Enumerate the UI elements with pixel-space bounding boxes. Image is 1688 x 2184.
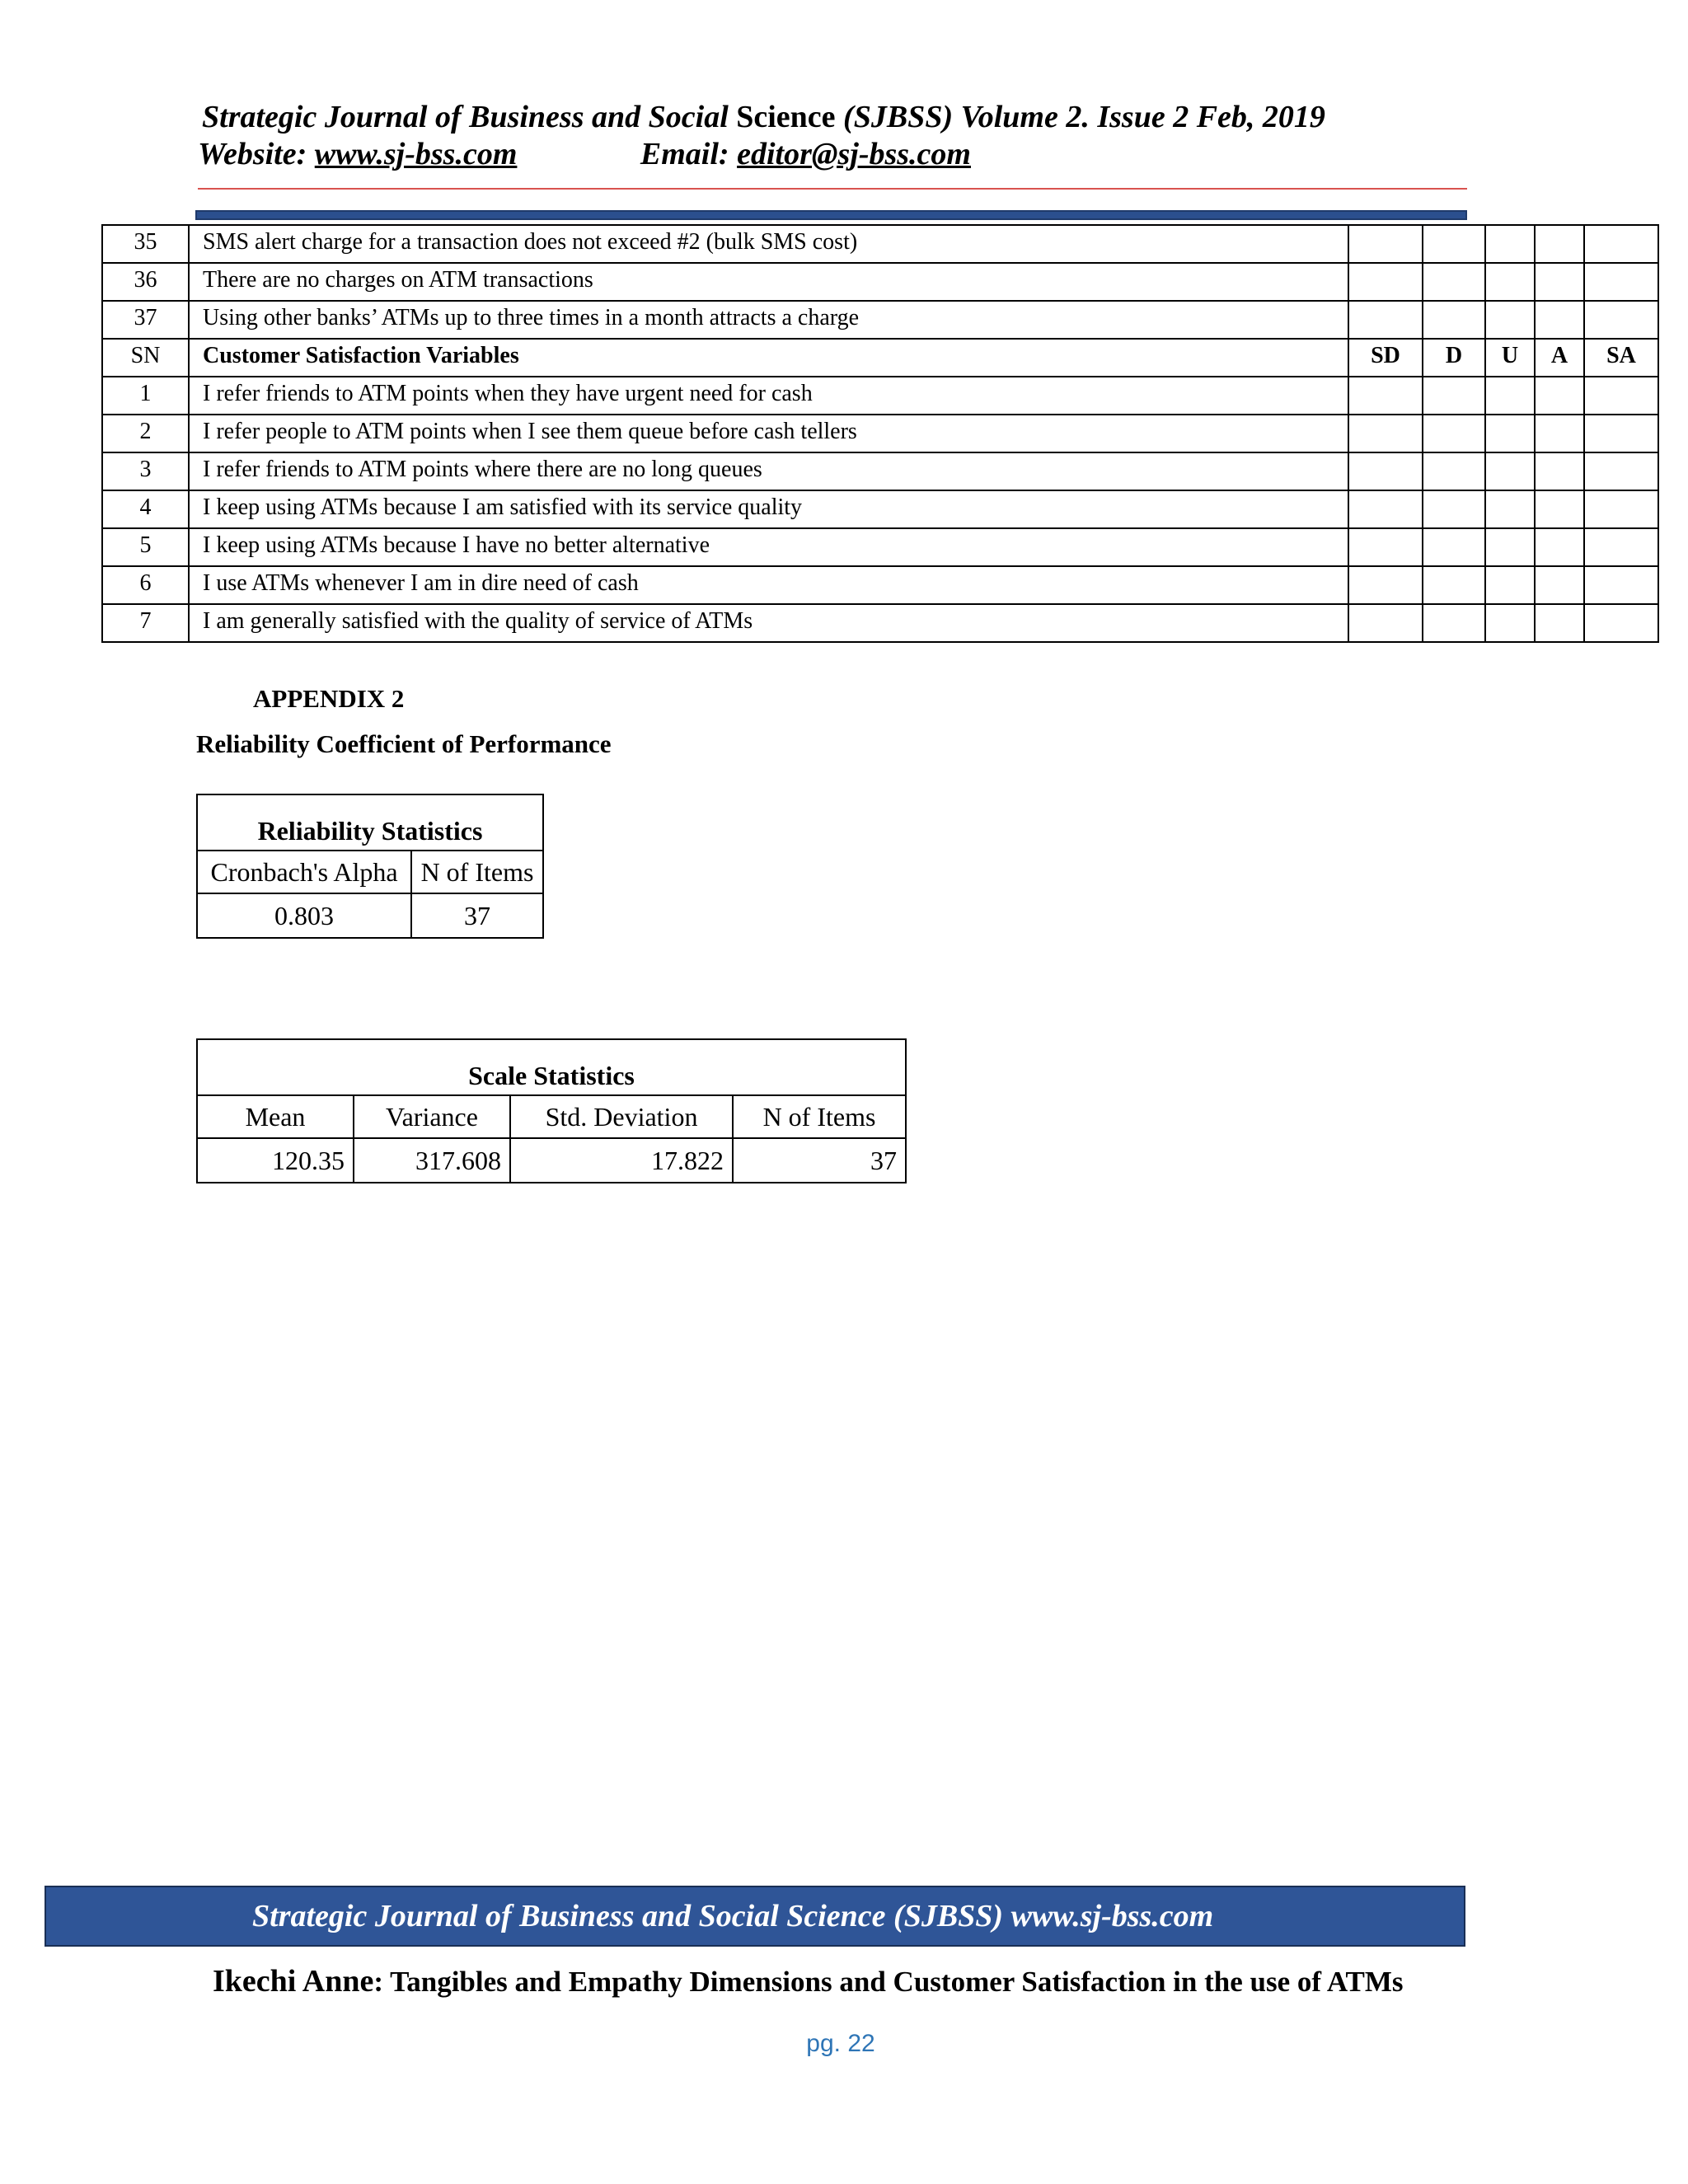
response-cell[interactable] <box>1423 301 1485 339</box>
response-cell[interactable] <box>1348 225 1423 263</box>
response-cell[interactable] <box>1348 263 1423 301</box>
response-cell[interactable] <box>1584 225 1658 263</box>
table-row <box>102 263 1658 301</box>
response-cell[interactable] <box>1535 604 1584 642</box>
response-cell[interactable] <box>1485 377 1535 415</box>
item-number: 37 <box>102 301 189 339</box>
response-cell[interactable] <box>1485 490 1535 528</box>
n-items-value: 37 <box>733 1138 906 1183</box>
response-cell[interactable] <box>1535 377 1584 415</box>
item-statement: I keep using ATMs because I am satisfied with its service quality <box>189 490 1348 528</box>
response-cell[interactable] <box>1423 377 1485 415</box>
response-cell[interactable] <box>1535 225 1584 263</box>
journal-header-title <box>202 99 1325 135</box>
journal-name-upright: Science <box>736 100 836 134</box>
journal-header-contact <box>198 136 971 172</box>
item-statement: I refer friends to ATM points where there are no long queues <box>189 452 1348 490</box>
response-cell[interactable] <box>1485 225 1535 263</box>
table-row <box>102 452 1658 490</box>
table-row <box>102 604 1658 642</box>
response-cell[interactable] <box>1584 377 1658 415</box>
response-cell[interactable] <box>1485 528 1535 566</box>
item-number: 6 <box>102 566 189 604</box>
response-cell[interactable] <box>1584 452 1658 490</box>
item-number: 35 <box>102 225 189 263</box>
questionnaire-table <box>101 224 1659 643</box>
table-row <box>102 301 1658 339</box>
response-cell[interactable] <box>1535 452 1584 490</box>
response-cell[interactable] <box>1584 415 1658 452</box>
item-statement: There are no charges on ATM transactions <box>189 263 1348 301</box>
response-cell[interactable] <box>1535 528 1584 566</box>
table-row <box>102 377 1658 415</box>
running-footer <box>213 1963 1404 1999</box>
item-number: 1 <box>102 377 189 415</box>
col-header-n-items: N of Items <box>411 851 543 893</box>
response-cell[interactable] <box>1348 490 1423 528</box>
website-label: Website: <box>198 137 307 171</box>
response-cell[interactable] <box>1423 566 1485 604</box>
appendix-subtitle: Reliability Coefficient of Performance <box>196 729 612 758</box>
response-cell[interactable] <box>1348 604 1423 642</box>
response-cell[interactable] <box>1535 566 1584 604</box>
response-cell[interactable] <box>1423 528 1485 566</box>
variance-value: 317.608 <box>354 1138 510 1183</box>
table-row <box>102 225 1658 263</box>
response-cell[interactable] <box>1423 415 1485 452</box>
response-cell[interactable] <box>1348 452 1423 490</box>
item-statement: I keep using ATMs because I have no better alternative <box>189 528 1348 566</box>
response-cell[interactable] <box>1348 301 1423 339</box>
journal-name-italic: Strategic Journal of Business and Social <box>202 100 729 134</box>
response-cell[interactable] <box>1535 301 1584 339</box>
response-cell[interactable] <box>1423 604 1485 642</box>
col-header-variance: Variance <box>354 1095 510 1138</box>
reliability-statistics-table <box>196 794 544 939</box>
cronbach-alpha-value: 0.803 <box>197 893 411 938</box>
scale-header-d: D <box>1423 339 1485 377</box>
email-label: Email: <box>640 137 729 171</box>
reliability-caption: Reliability Statistics <box>197 794 543 851</box>
item-statement: I refer friends to ATM points when they have urgent need for cash <box>189 377 1348 415</box>
section-title: Customer Satisfaction Variables <box>189 339 1348 377</box>
item-statement: I am generally satisfied with the quality of service of ATMs <box>189 604 1348 642</box>
mean-value: 120.35 <box>197 1138 354 1183</box>
response-cell[interactable] <box>1423 490 1485 528</box>
item-statement: Using other banks’ ATMs up to three times in a month attracts a charge <box>189 301 1348 339</box>
response-cell[interactable] <box>1535 490 1584 528</box>
journal-issue: (SJBSS) Volume 2. Issue 2 Feb, 2019 <box>843 100 1325 134</box>
response-cell[interactable] <box>1348 377 1423 415</box>
response-cell[interactable] <box>1423 225 1485 263</box>
item-statement: I use ATMs whenever I am in dire need of cash <box>189 566 1348 604</box>
table-row <box>102 566 1658 604</box>
response-cell[interactable] <box>1348 528 1423 566</box>
scale-header-sa: SA <box>1584 339 1658 377</box>
item-number: 5 <box>102 528 189 566</box>
scale-header-a: A <box>1535 339 1584 377</box>
page-number: pg. 22 <box>806 2030 875 2057</box>
response-cell[interactable] <box>1485 452 1535 490</box>
n-items-value: 37 <box>411 893 543 938</box>
response-cell[interactable] <box>1584 490 1658 528</box>
item-statement: SMS alert charge for a transaction does not exceed #2 (bulk SMS cost) <box>189 225 1348 263</box>
response-cell[interactable] <box>1584 566 1658 604</box>
footer-banner-text: Strategic Journal of Business and Social Science (SJBSS) www.sj-bss.com <box>252 1899 1214 1933</box>
scale-header-u: U <box>1485 339 1535 377</box>
response-cell[interactable] <box>1535 415 1584 452</box>
sn-header: SN <box>102 339 189 377</box>
header-blue-bar <box>195 210 1467 220</box>
response-cell[interactable] <box>1485 604 1535 642</box>
item-number: 4 <box>102 490 189 528</box>
response-cell[interactable] <box>1485 566 1535 604</box>
std-deviation-value: 17.822 <box>510 1138 733 1183</box>
table-row <box>102 415 1658 452</box>
header-rule <box>198 188 1467 190</box>
col-header-std-deviation: Std. Deviation <box>510 1095 733 1138</box>
response-cell[interactable] <box>1348 415 1423 452</box>
item-number: 2 <box>102 415 189 452</box>
section-header-row <box>102 339 1658 377</box>
scale-caption: Scale Statistics <box>197 1039 906 1095</box>
footer-banner <box>45 1886 1465 1947</box>
email-link[interactable]: editor@sj-bss.com <box>737 137 971 171</box>
response-cell[interactable] <box>1485 301 1535 339</box>
item-statement: I refer people to ATM points when I see them queue before cash tellers <box>189 415 1348 452</box>
response-cell[interactable] <box>1584 263 1658 301</box>
col-header-mean: Mean <box>197 1095 354 1138</box>
table-row <box>102 490 1658 528</box>
response-cell[interactable] <box>1485 263 1535 301</box>
response-cell[interactable] <box>1535 263 1584 301</box>
item-number: 3 <box>102 452 189 490</box>
col-header-cronbach: Cronbach's Alpha <box>197 851 411 893</box>
response-cell[interactable] <box>1485 415 1535 452</box>
response-cell[interactable] <box>1584 301 1658 339</box>
response-cell[interactable] <box>1423 452 1485 490</box>
item-number: 7 <box>102 604 189 642</box>
response-cell[interactable] <box>1584 604 1658 642</box>
scale-statistics-table <box>196 1038 907 1183</box>
response-cell[interactable] <box>1423 263 1485 301</box>
scale-header-sd: SD <box>1348 339 1423 377</box>
item-number: 36 <box>102 263 189 301</box>
response-cell[interactable] <box>1348 566 1423 604</box>
col-header-n-items: N of Items <box>733 1095 906 1138</box>
author-name: Ikechi Anne <box>213 1964 374 1999</box>
table-row <box>102 528 1658 566</box>
article-title: : Tangibles and Empathy Dimensions and Customer Satisfaction in the use of ATMs <box>373 1966 1404 1998</box>
response-cell[interactable] <box>1584 528 1658 566</box>
website-link[interactable]: www.sj-bss.com <box>314 137 518 171</box>
appendix-title: APPENDIX 2 <box>253 684 405 713</box>
